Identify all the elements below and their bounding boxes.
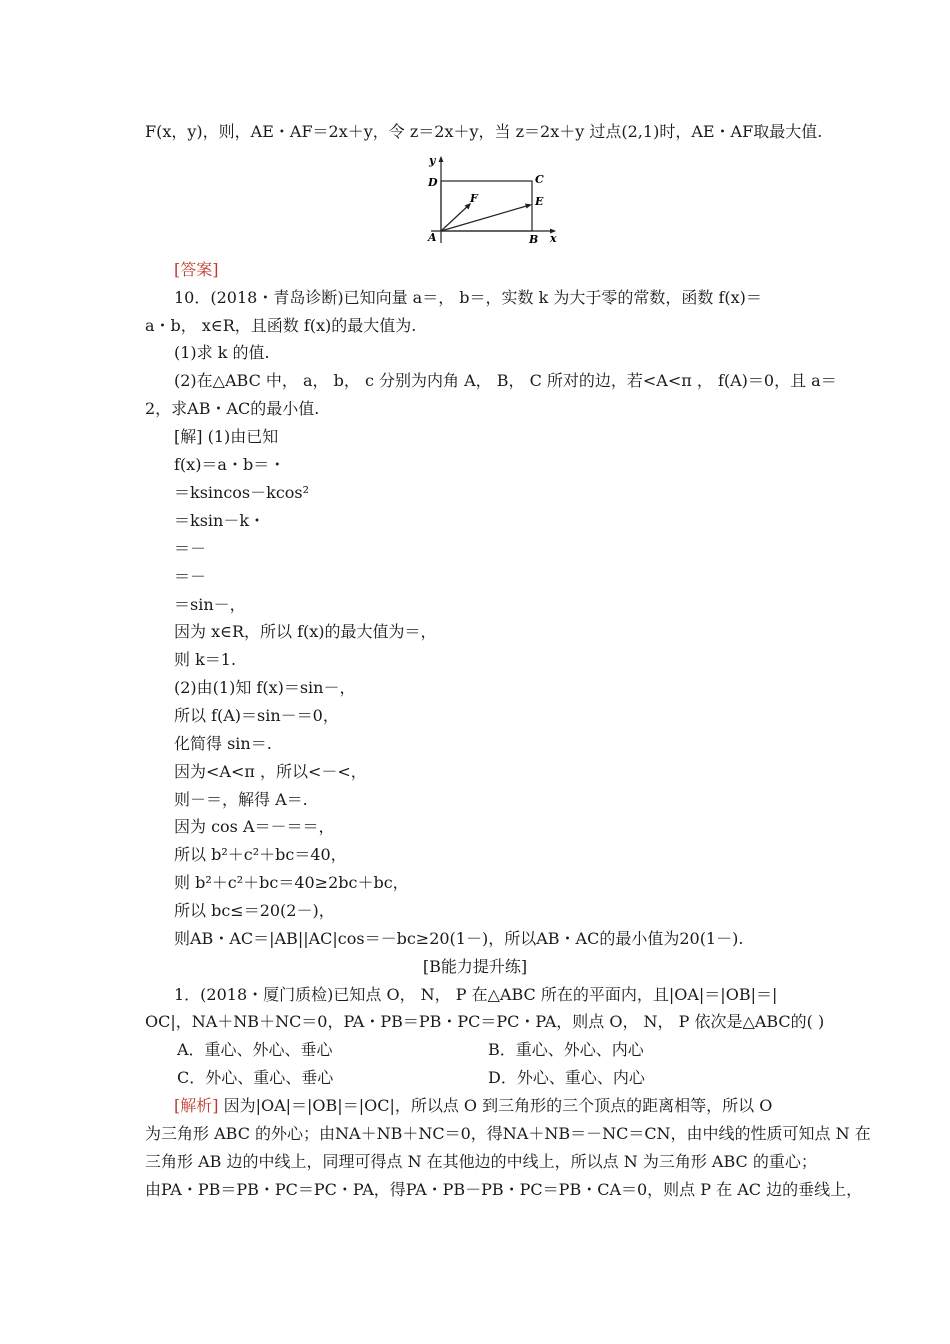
solution-step-18: 则AB・AC＝|AB||AC|cos＝－bc≥20(1－)，所以AB・AC的最小值为20(1－). [174,929,744,948]
label-x: x [550,232,557,245]
analysis-text-1: 因为|OA|＝|OB|＝|OC|，所以点 O 到三角形的三个顶点的距离相等，所以 O [218,1096,773,1115]
line-top: F(x，y)，则，AE・AF＝2x＋y，令 z＝2x＋y，当 z＝2x＋y 过点(2,1)时，AE・AF取最大值. [145,122,823,141]
q10-part-2-line-1: (2)在△ABC 中， a， b， c 分别为内角 A， B， C 所对的边，若<A<π ， f(A)＝0，且 a＝ [174,371,837,390]
analysis-line-1 [174,1096,772,1116]
q10-line-1: 10．(2018・青岛诊断)已知向量 a＝， b＝，实数 k 为大于零的常数，函数 f(x)＝ [174,288,762,307]
analysis-line-4: 由PA・PB＝PB・PC＝PC・PA，得PA・PB－PB・PC＝PB・CA＝0，则点 P 在 AC 边的垂线上， [145,1180,863,1199]
solution-step-4: ＝－ [174,539,207,558]
solution-step-11: 化简得 sin＝. [174,734,272,753]
option-a: A．重心、外心、垂心 [177,1040,333,1059]
vector-AE-arrow [525,204,532,209]
solution-step-8: 则 k＝1. [174,650,237,669]
solution-step-13: 则－＝，解得 A＝. [174,790,308,809]
label-y: y [429,155,436,167]
q10-line-2: a・b， x∈R，且函数 f(x)的最大值为. [145,316,417,335]
label-A: A [428,231,437,244]
analysis-line-3: 三角形 AB 边的中线上，同理可得点 N 在其他边的中线上，所以点 N 为三角形 ABC 的重心； [145,1152,817,1171]
analysis-line-2: 为三角形 ABC 的外心；由NA＋NB＋NC＝0，得NA＋NB＝－NC＝CN，由中线的性质可知点 N 在 [145,1124,871,1143]
label-B: B [529,233,539,245]
label-E: E [535,195,544,208]
q1-line-1: 1．(2018・厦门质检)已知点 O， N， P 在△ABC 所在的平面内，且|OA|＝|OB|＝| [174,985,778,1004]
solution-step-17: 所以 bc≤＝20(2－)， [174,901,335,920]
solution-step-6: ＝sin－， [174,595,246,614]
solution-step-15: 所以 b²＋c²＋bc＝40， [174,845,347,864]
label-F: F [470,192,478,205]
label-C: C [535,173,544,186]
section-heading: [B能力提升练] [422,957,528,976]
q10-part-2-line-2: 2，求AB・AC的最小值. [145,399,320,418]
rectangle-figure [425,155,565,245]
solution-step-16: 则 b²＋c²＋bc＝40≥2bc＋bc， [174,873,409,892]
option-b: B．重心、外心、内心 [488,1040,644,1059]
solution-step-14: 因为 cos A＝－＝＝， [174,817,335,836]
y-axis-arrow [439,156,444,162]
q1-line-2: OC|，NA＋NB＋NC＝0，PA・PB＝PB・PC＝PC・PA，则点 O， N， P 依次是△ABC的( ) [145,1012,825,1031]
option-d: D．外心、重心、内心 [488,1068,645,1087]
rectangle-ABCD [441,181,532,231]
q10-part-1: (1)求 k 的值. [174,343,270,362]
analysis-tag: [解析] [174,1096,219,1115]
answer-tag: [答案] [174,260,219,279]
solution-step-12: 因为<A<π ，所以<－<， [174,762,367,781]
solution-step-1: f(x)＝a・b＝・ [174,455,286,474]
solution-step-9: (2)由(1)知 f(x)＝sin－， [174,678,356,697]
solution-step-2: ＝ksincos－kcos² [174,483,310,502]
label-D: D [428,176,438,189]
solution-step-10: 所以 f(A)＝sin－＝0， [174,706,339,725]
solution-step-3: ＝ksin－k・ [174,511,266,530]
solution-step-7: 因为 x∈R，所以 f(x)的最大值为＝， [174,622,437,641]
solution-step-5: ＝－ [174,567,207,586]
option-c: C．外心、重心、垂心 [177,1068,334,1087]
solution-start: [解] (1)由已知 [174,427,279,446]
